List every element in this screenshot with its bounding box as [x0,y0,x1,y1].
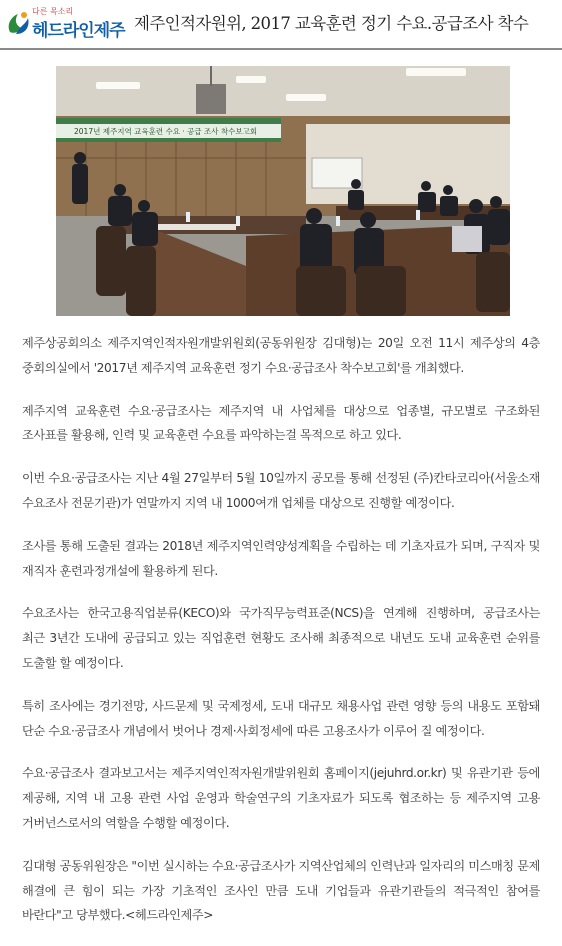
article-paragraph: 제주상공회의소 제주지역인적자원개발위원회(공동위원장 김대형)는 20일 오전 11시 제주상의 4층 중회의실에서 '2017년 제주지역 교육훈련 정기 수요·공급조사 착수보고회'를 개최했다. [22,336,540,375]
meeting-room-photo [56,66,510,316]
article-paragraph: 김대형 공동위원장은 "이번 실시하는 수요·공급조사가 지역산업체의 인력난과 일자리의 미스매칭 문제 해결에 큰 힘이 되는 가장 기초적인 조사인 만큼 도내 기업들과 유관기관들의 적극적인 참여를 바란다"고 당부했다.<헤드라인제주> [22,858,540,923]
article-paragraph: 조사를 통해 도출된 결과는 2018년 제주지역인력양성계획을 수립하는 데 기초자료가 되며, 구직자 및 재직자 훈련과정개설에 활용하게 된다. [22,538,540,578]
headline-jeju-logo-icon [4,10,30,38]
article-body [22,331,540,946]
article-photo [56,66,510,316]
site-logo[interactable] [4,6,125,41]
article-paragraph: 특히 조사에는 경기전망, 사드문제 및 국제정세, 도내 대규모 채용사업 관련 영향 등의 내용도 포함돼 단순 수요·공급조사 개념에서 벗어나 경제·사회정세에 따른 고용조사가 이루어 질 예정이다. [22,698,540,738]
site-header [0,0,562,50]
logo-tagline: 다른 목소리 [32,7,74,16]
banner-text: 2017년 제주지역 교육훈련 수요 · 공급 조사 착수보고회 [74,127,258,136]
article-paragraph: 수요조사는 한국고용직업분류(KECO)와 국가직무능력표준(NCS)을 연계해 진행하며, 공급조사는 최근 3년간 도내에 공급되고 있는 직업훈련 현황도 조사해 최종적으로 내년도 도내 교육훈련 순위를 도출할 할 예정이다. [22,606,540,670]
article-paragraph: 이번 수요·공급조사는 지난 4월 27일부터 5월 10일까지 공모를 통해 선정된 (주)칸타코리아(서울소재 수요조사 전문기관)가 연말까지 지역 내 1000여개 업체를 대상으로 진행할 예정이다. [22,471,540,510]
article-paragraph: 제주지역 교육훈련 수요·공급조사는 제주지역 내 사업체를 대상으로 업종별, 규모별로 구조화된 조사표를 활용해, 인력 및 교육훈련 수요를 파악하는걸 목적으로 하고 있다. [22,403,540,443]
article-paragraph: 수요·공급조사 결과보고서는 제주지역인적자원개발위원회 홈페이지(jejuhrd.or.kr) 및 유관기관 등에 제공해, 지역 내 고용 관련 사업 운영과 학술연구의 기초자료가 되도록 협조하는 등 제주지역 고용 거버넌스로서의 역할을 수행할 예정이다. [22,766,540,830]
article-title: 제주인적자원위, 2017 교육훈련 정기 수요.공급조사 착수 [134,14,529,33]
logo-name: 헤드라인제주 [32,21,125,41]
